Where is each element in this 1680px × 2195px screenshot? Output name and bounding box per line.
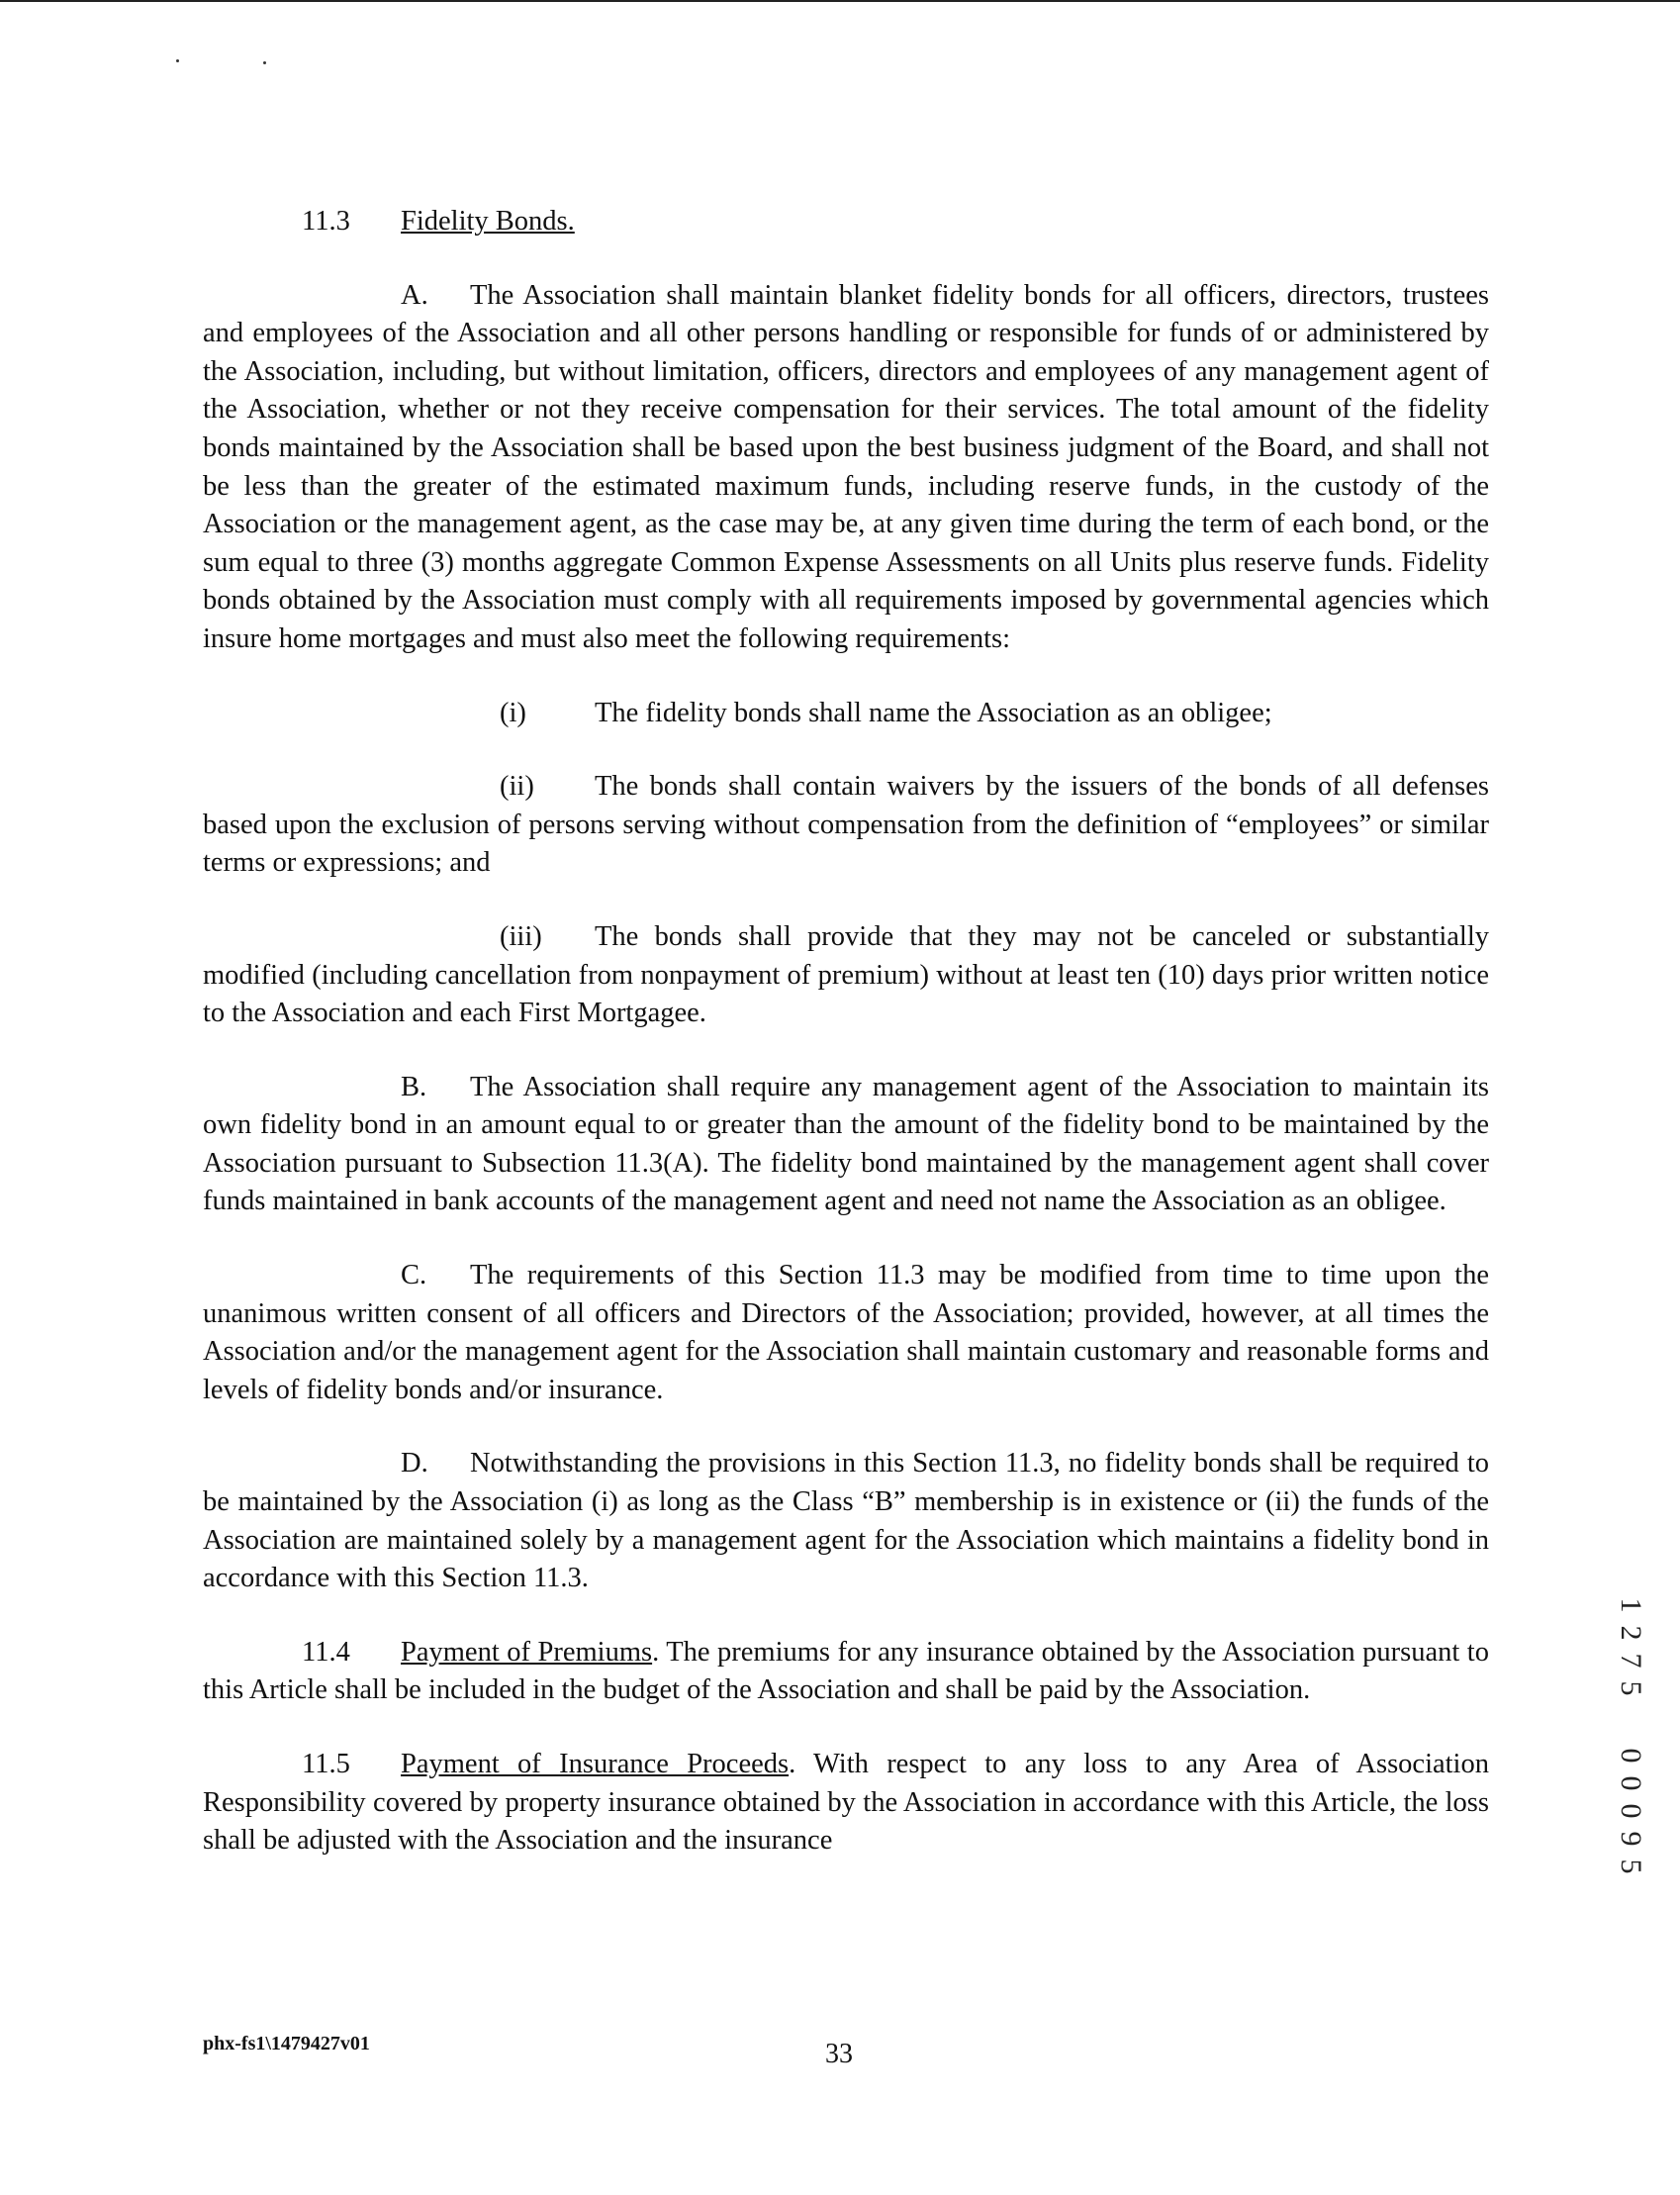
section-11-4 bbox=[203, 1634, 1489, 1710]
item-ii bbox=[203, 768, 1489, 883]
stamp-digit: 1 bbox=[1615, 1597, 1647, 1613]
section-text: . With respect to any loss to any Area of Association Responsibility covered by property insurance obtained by the Association in accordance with this Article, the loss shall be adjusted with the Association and the insurance bbox=[203, 1749, 1489, 1857]
scan-speck bbox=[176, 59, 179, 62]
paragraph-text: The Association shall require any management agent of the Association to maintain its own fidelity bond in an amount equal to or greater than the amount of the fidelity bond to be maintained by the Association pursuant to Subsection 11.3(A). The fidelity bond maintained by the management agent shall cover funds maintained in bank accounts of the management agent and need not name the Association as an obligee. bbox=[203, 1071, 1489, 1217]
paragraph-text: The requirements of this Section 11.3 may be modified from time to time upon the unanimous written consent of all officers and Directors of the Association; provided, however, at all times the Association and/or the management agent for the Association shall maintain customary and reasonable forms and levels of fidelity bonds and/or insurance. bbox=[203, 1260, 1489, 1405]
section-title: Payment of Premiums bbox=[401, 1636, 653, 1668]
paragraph-text: Notwithstanding the provisions in this Section 11.3, no fidelity bonds shall be required to be maintained by the Association (i) as long as the Class “B” membership is in existence or (ii) the funds of the Association are maintained solely by a management agent for the Association which maintains a fidelity bond in accordance with this Section 11.3. bbox=[203, 1448, 1489, 1594]
paragraph-a bbox=[203, 277, 1489, 659]
stamp-digit: 0 bbox=[1615, 1803, 1647, 1819]
document-body bbox=[203, 203, 1489, 1861]
section-title: Fidelity Bonds. bbox=[401, 206, 575, 237]
side-recording-stamp-2 bbox=[1616, 1742, 1645, 1880]
paragraph-label: D. bbox=[401, 1448, 428, 1479]
item-label: (i) bbox=[500, 697, 526, 728]
section-number: 11.5 bbox=[302, 1749, 350, 1779]
item-iii bbox=[203, 918, 1489, 1033]
scan-speck bbox=[263, 61, 266, 64]
paragraph-text: The Association shall maintain blanket fidelity bonds for all officers, directors, trustees and employees of the Association and all other persons handling or responsible for funds of or administered by the Association, including, but without limitation, officers, directors and employees of any management agent of the Association, whether or not they receive compensation for their services. The total amount of the fidelity bonds maintained by the Association shall be based upon the best business judgment of the Board, and shall not be less than the greater of the estimated maximum funds, including reserve funds, in the custody of the Association or the management agent, as the case may be, at any given time during the term of each bond, or the sum equal to three (3) months aggregate Common Expense Assessments on all Units plus reserve funds. Fidelity bonds obtained by the Association must comply with all requirements imposed by governmental agencies which insure home mortgages and must also meet the following requirements: bbox=[203, 279, 1489, 654]
paragraph-label: C. bbox=[401, 1260, 427, 1291]
stamp-digit: 5 bbox=[1615, 1859, 1647, 1874]
section-11-5 bbox=[203, 1746, 1489, 1861]
item-i bbox=[203, 695, 1489, 733]
paragraph-label: B. bbox=[401, 1071, 427, 1102]
item-text: The bonds shall provide that they may not be canceled or substantially modified (including cancellation from nonpayment of premium) without at least ten (10) days prior written notice to the Association and each First Mortgagee. bbox=[203, 920, 1489, 1029]
section-text: . The premiums for any insurance obtained by the Association pursuant to this Article shall be included in the budget of the Association and shall be paid by the Association. bbox=[203, 1636, 1489, 1706]
item-text: The fidelity bonds shall name the Association as an obligee; bbox=[595, 697, 1272, 728]
stamp-digit: 9 bbox=[1615, 1831, 1647, 1847]
stamp-digit: 0 bbox=[1615, 1748, 1647, 1764]
item-label: (iii) bbox=[500, 920, 542, 952]
paragraph-d bbox=[203, 1445, 1489, 1597]
section-number: 11.3 bbox=[302, 206, 350, 237]
paragraph-c bbox=[203, 1257, 1489, 1409]
item-label: (ii) bbox=[500, 771, 534, 803]
page-number: 33 bbox=[825, 2039, 853, 2069]
stamp-digit: 2 bbox=[1615, 1625, 1647, 1641]
top-edge-line bbox=[0, 0, 1680, 2]
section-title: Payment of Insurance Proceeds bbox=[401, 1749, 790, 1779]
stamp-digit: 7 bbox=[1615, 1653, 1647, 1669]
footer-document-id: phx-fs1\1479427v01 bbox=[203, 2033, 370, 2054]
section-number: 11.4 bbox=[302, 1636, 350, 1668]
stamp-part-2 bbox=[1616, 1742, 1645, 1880]
side-recording-stamp bbox=[1616, 1591, 1645, 1702]
section-11-3-heading bbox=[203, 203, 1489, 241]
paragraph-b bbox=[203, 1069, 1489, 1221]
stamp-digit: 5 bbox=[1615, 1680, 1647, 1696]
item-text: The bonds shall contain waivers by the issuers of the bonds of all defenses based upon the exclusion of persons serving without compensation from the definition of “employees” or similar terms or expressions; and bbox=[203, 771, 1489, 879]
stamp-part-1 bbox=[1616, 1591, 1645, 1702]
stamp-digit: 0 bbox=[1615, 1775, 1647, 1791]
paragraph-label: A. bbox=[401, 279, 428, 311]
